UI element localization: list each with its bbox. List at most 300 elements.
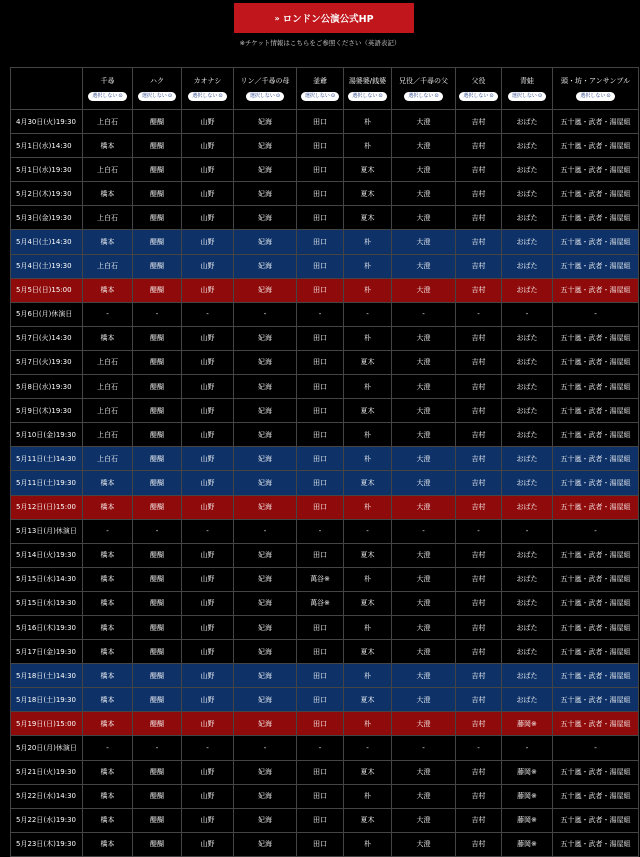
cast-cell: - <box>133 736 182 760</box>
performance-date-cell: 5月23日(木)19:30 <box>11 832 83 856</box>
cast-cell: 醍醐 <box>133 326 182 350</box>
cast-cell: 夏木 <box>344 591 392 615</box>
cast-cell: - <box>234 519 297 543</box>
table-row <box>11 350 639 374</box>
table-row <box>11 254 639 278</box>
cast-cell: 山野 <box>182 712 234 736</box>
cast-cell: 山野 <box>182 182 234 206</box>
cast-cell: 五十嵐・武者・湯屋組 <box>553 278 639 302</box>
cast-cell: 田口 <box>297 471 344 495</box>
cast-cell: 妃海 <box>234 182 297 206</box>
cast-cell: 藤岡※ <box>502 760 553 784</box>
cast-filter-select[interactable] <box>404 92 442 101</box>
cast-cell: 大澄 <box>392 134 456 158</box>
cast-filter-select[interactable] <box>459 92 497 101</box>
cast-cell: 妃海 <box>234 423 297 447</box>
cast-cell: 山野 <box>182 471 234 495</box>
cast-cell: 五十嵐・武者・湯屋組 <box>553 832 639 856</box>
cast-cell: 田口 <box>297 495 344 519</box>
cast-cell: 吉村 <box>456 326 502 350</box>
performance-date-cell: 5月9日(木)19:30 <box>11 399 83 423</box>
cast-cell: 田口 <box>297 350 344 374</box>
performance-date-cell: 5月21日(火)19:30 <box>11 760 83 784</box>
cast-cell: 五十嵐・武者・湯屋組 <box>553 375 639 399</box>
cast-cell: - <box>392 302 456 326</box>
chevron-down-icon: ⊙ <box>218 93 223 99</box>
chevron-down-icon: ⊙ <box>275 93 281 99</box>
chevron-down-icon: ⊙ <box>537 93 543 99</box>
performance-date-cell: 5月22日(水)19:30 <box>11 808 83 832</box>
chevron-down-icon: ⊙ <box>378 93 383 99</box>
cast-cell: 田口 <box>297 278 344 302</box>
column-header-label: 湯婆婆/銭婆 <box>348 77 387 85</box>
cast-cell: 吉村 <box>456 134 502 158</box>
table-row <box>11 278 639 302</box>
cast-cell: 夏木 <box>344 158 392 182</box>
column-header <box>344 68 392 110</box>
cast-cell: 妃海 <box>234 664 297 688</box>
filter-label: 選択しない <box>92 93 118 99</box>
cast-cell: 山野 <box>182 567 234 591</box>
cast-cell: 吉村 <box>456 832 502 856</box>
cast-cell: 橋本 <box>83 591 133 615</box>
cast-filter-select[interactable] <box>348 92 386 101</box>
cast-cell: 山野 <box>182 495 234 519</box>
performance-date-cell: 5月19日(日)15:00 <box>11 712 83 736</box>
cast-cell: 吉村 <box>456 640 502 664</box>
cast-cell: 五十嵐・武者・湯屋組 <box>553 110 639 134</box>
cast-cell: 妃海 <box>234 495 297 519</box>
performance-date-cell: 5月4日(土)19:30 <box>11 254 83 278</box>
cast-cell: - <box>297 302 344 326</box>
cast-cell: 大澄 <box>392 712 456 736</box>
chevron-down-icon: ⊙ <box>167 93 173 99</box>
performance-date-cell: 5月16日(木)19:30 <box>11 615 83 639</box>
performance-date-cell: 5月14日(火)19:30 <box>11 543 83 567</box>
filter-label: 選択しない <box>249 93 275 99</box>
table-row <box>11 399 639 423</box>
cast-cell: 五十嵐・武者・湯屋組 <box>553 543 639 567</box>
cast-cell: 大澄 <box>392 326 456 350</box>
cast-cell: 山野 <box>182 134 234 158</box>
cast-cell: 山野 <box>182 447 234 471</box>
cast-cell: 五十嵐・武者・湯屋組 <box>553 591 639 615</box>
cast-cell: 醍醐 <box>133 399 182 423</box>
cast-cell: 醍醐 <box>133 350 182 374</box>
cast-cell: 萬谷※ <box>297 567 344 591</box>
cast-cell: - <box>456 736 502 760</box>
cast-cell: 五十嵐・武者・湯屋組 <box>553 134 639 158</box>
filter-label: 選択しない <box>463 93 489 99</box>
cast-cell: 上白石 <box>83 110 133 134</box>
cast-cell: 山野 <box>182 375 234 399</box>
cast-cell: 妃海 <box>234 471 297 495</box>
cast-cell: - <box>456 519 502 543</box>
cast-cell: 藤岡※ <box>502 832 553 856</box>
cast-cell: 妃海 <box>234 350 297 374</box>
cast-cell: 山野 <box>182 832 234 856</box>
cast-cell: 大澄 <box>392 254 456 278</box>
cast-cell: 山野 <box>182 664 234 688</box>
cast-cell: 吉村 <box>456 784 502 808</box>
cast-cell: 吉村 <box>456 110 502 134</box>
table-row <box>11 134 639 158</box>
performance-date-cell: 5月5日(日)15:00 <box>11 278 83 302</box>
cast-cell: 妃海 <box>234 832 297 856</box>
filter-label: 選択しない <box>192 93 218 99</box>
cast-cell: 吉村 <box>456 158 502 182</box>
table-row <box>11 230 639 254</box>
column-header-label: リン／千尋の母 <box>240 77 290 85</box>
cast-filter-select[interactable] <box>188 92 226 101</box>
cast-cell: - <box>133 519 182 543</box>
table-row <box>11 808 639 832</box>
cast-cell: 上白石 <box>83 375 133 399</box>
cast-cell: 橋本 <box>83 567 133 591</box>
cast-cell: 夏木 <box>344 471 392 495</box>
cast-cell: 朴 <box>344 326 392 350</box>
cast-cell: 妃海 <box>234 784 297 808</box>
cast-cell: おばた <box>502 664 553 688</box>
performance-date-cell: 5月4日(土)14:30 <box>11 230 83 254</box>
cast-cell: おばた <box>502 326 553 350</box>
cast-cell: - <box>297 736 344 760</box>
cast-cell: 朴 <box>344 832 392 856</box>
filter-label: 選択しない <box>408 93 434 99</box>
table-row <box>11 519 639 543</box>
cast-cell: おばた <box>502 350 553 374</box>
column-header-label: 千尋 <box>100 77 115 85</box>
cast-cell: 山野 <box>182 640 234 664</box>
cast-cell: おばた <box>502 375 553 399</box>
cast-cell: 田口 <box>297 543 344 567</box>
cast-cell: 山野 <box>182 543 234 567</box>
table-row <box>11 206 639 230</box>
cast-cell: 田口 <box>297 134 344 158</box>
filter-label: 選択しない <box>352 93 378 99</box>
cast-cell: おばた <box>502 423 553 447</box>
cast-cell: 田口 <box>297 230 344 254</box>
cast-cell: 田口 <box>297 832 344 856</box>
column-header <box>234 68 297 110</box>
table-row <box>11 447 639 471</box>
table-row <box>11 302 639 326</box>
column-header <box>502 68 553 110</box>
cast-cell: 醍醐 <box>133 640 182 664</box>
cast-cell: 五十嵐・武者・湯屋組 <box>553 158 639 182</box>
cast-filter-select[interactable] <box>138 92 176 101</box>
cast-cell: 吉村 <box>456 543 502 567</box>
table-row <box>11 567 639 591</box>
cast-cell: 山野 <box>182 808 234 832</box>
cast-cell: 五十嵐・武者・湯屋組 <box>553 567 639 591</box>
cast-cell: 五十嵐・武者・湯屋組 <box>553 808 639 832</box>
performance-date-cell: 5月1日(水)14:30 <box>11 134 83 158</box>
cast-cell: おばた <box>502 543 553 567</box>
cast-cell: 妃海 <box>234 447 297 471</box>
cast-cell: 橋本 <box>83 278 133 302</box>
cast-cell: 五十嵐・武者・湯屋組 <box>553 206 639 230</box>
cast-cell: 橋本 <box>83 182 133 206</box>
cast-cell: 吉村 <box>456 447 502 471</box>
column-header-label: カオナシ <box>193 77 222 85</box>
cast-cell: 山野 <box>182 254 234 278</box>
cast-cell: 田口 <box>297 254 344 278</box>
cast-cell: 夏木 <box>344 182 392 206</box>
filter-label: 選択しない <box>580 93 606 99</box>
cast-cell: 上白石 <box>83 399 133 423</box>
cast-cell: 夏木 <box>344 760 392 784</box>
column-header <box>133 68 182 110</box>
cast-cell: 大澄 <box>392 158 456 182</box>
cast-cell: 朴 <box>344 423 392 447</box>
cast-cell: 橋本 <box>83 230 133 254</box>
cast-cell: おばた <box>502 399 553 423</box>
cast-filter-select[interactable] <box>246 92 284 101</box>
cast-cell: 吉村 <box>456 615 502 639</box>
cast-cell: 醍醐 <box>133 230 182 254</box>
table-row <box>11 712 639 736</box>
cast-cell: 山野 <box>182 110 234 134</box>
cast-cell: 田口 <box>297 399 344 423</box>
cast-cell: 五十嵐・武者・湯屋組 <box>553 760 639 784</box>
column-header-label: ハク <box>150 77 164 85</box>
cast-cell: 橋本 <box>83 615 133 639</box>
cast-cell: 妃海 <box>234 399 297 423</box>
performance-date-cell: 5月6日(月)休演日 <box>11 302 83 326</box>
cast-cell: 吉村 <box>456 375 502 399</box>
cast-cell: 大澄 <box>392 615 456 639</box>
cast-filter-select[interactable] <box>576 92 614 101</box>
table-row <box>11 375 639 399</box>
cast-cell: 田口 <box>297 784 344 808</box>
cast-cell: 大澄 <box>392 206 456 230</box>
cast-cell: 妃海 <box>234 278 297 302</box>
cast-cell: おばた <box>502 688 553 712</box>
cast-cell: 上白石 <box>83 254 133 278</box>
schedule-body <box>11 110 639 857</box>
cast-cell: 醍醐 <box>133 110 182 134</box>
cast-cell: - <box>344 302 392 326</box>
cast-cell: 醍醐 <box>133 712 182 736</box>
cast-filter-select[interactable] <box>301 92 339 101</box>
cast-cell: 藤岡※ <box>502 808 553 832</box>
table-row <box>11 688 639 712</box>
cast-cell: 妃海 <box>234 688 297 712</box>
cast-cell: 妃海 <box>234 134 297 158</box>
cast-cell: 吉村 <box>456 254 502 278</box>
cast-cell: 五十嵐・武者・湯屋組 <box>553 230 639 254</box>
table-row <box>11 784 639 808</box>
column-header-label: 兄役／千尋の父 <box>399 77 448 85</box>
cast-cell: 橋本 <box>83 134 133 158</box>
cast-cell: 妃海 <box>234 567 297 591</box>
cast-cell: 醍醐 <box>133 664 182 688</box>
cast-cell: おばた <box>502 495 553 519</box>
cast-cell: 五十嵐・武者・湯屋組 <box>553 447 639 471</box>
cast-cell: 大澄 <box>392 230 456 254</box>
cast-cell: 妃海 <box>234 375 297 399</box>
cast-cell: 山野 <box>182 688 234 712</box>
cast-cell: 大澄 <box>392 567 456 591</box>
cast-cell: 醍醐 <box>133 808 182 832</box>
cast-cell: 大澄 <box>392 688 456 712</box>
cast-cell: 醍醐 <box>133 471 182 495</box>
cast-cell: - <box>502 736 553 760</box>
cast-cell: 橋本 <box>83 688 133 712</box>
cast-cell: 五十嵐・武者・湯屋組 <box>553 495 639 519</box>
cast-cell: おばた <box>502 206 553 230</box>
cast-cell: 朴 <box>344 134 392 158</box>
table-row <box>11 591 639 615</box>
london-official-hp-button[interactable] <box>234 3 414 33</box>
cast-cell: 醍醐 <box>133 278 182 302</box>
column-header-label: 青蛙 <box>520 77 534 85</box>
cast-cell: 妃海 <box>234 158 297 182</box>
table-row <box>11 736 639 760</box>
cast-cell: 吉村 <box>456 278 502 302</box>
cast-cell: 醍醐 <box>133 543 182 567</box>
cast-cell: 吉村 <box>456 471 502 495</box>
cast-cell: 醍醐 <box>133 423 182 447</box>
cast-cell: 田口 <box>297 182 344 206</box>
cast-cell: 夏木 <box>344 399 392 423</box>
cast-cell: 夏木 <box>344 206 392 230</box>
cast-cell: - <box>83 302 133 326</box>
cast-cell: 五十嵐・武者・湯屋組 <box>553 350 639 374</box>
cast-cell: - <box>182 519 234 543</box>
cast-cell: 山野 <box>182 423 234 447</box>
cast-cell: 大澄 <box>392 760 456 784</box>
header-row <box>11 68 639 110</box>
cast-cell: 田口 <box>297 712 344 736</box>
cast-cell: 夏木 <box>344 350 392 374</box>
performance-date-cell: 5月1日(水)19:30 <box>11 158 83 182</box>
column-header-label: 父役 <box>471 77 486 85</box>
cast-cell: 吉村 <box>456 712 502 736</box>
cast-cell: おばた <box>502 615 553 639</box>
cast-cell: - <box>502 302 553 326</box>
performance-date-cell: 5月11日(土)14:30 <box>11 447 83 471</box>
cast-cell: 妃海 <box>234 808 297 832</box>
cast-cell: 醍醐 <box>133 375 182 399</box>
cast-cell: おばた <box>502 230 553 254</box>
performance-date-cell: 5月15日(水)14:30 <box>11 567 83 591</box>
chevron-down-icon: ⊙ <box>606 93 611 99</box>
cast-cell: - <box>553 736 639 760</box>
cast-cell: 山野 <box>182 206 234 230</box>
cast-cell: 大澄 <box>392 495 456 519</box>
cast-cell: おばた <box>502 591 553 615</box>
cast-cell: 朴 <box>344 110 392 134</box>
cast-cell: 田口 <box>297 615 344 639</box>
cast-cell: - <box>182 302 234 326</box>
cast-cell: 大澄 <box>392 423 456 447</box>
table-row <box>11 664 639 688</box>
cast-cell: 橋本 <box>83 784 133 808</box>
cast-cell: 五十嵐・武者・湯屋組 <box>553 640 639 664</box>
cast-cell: 妃海 <box>234 254 297 278</box>
cast-filter-select[interactable] <box>508 92 546 101</box>
filter-label: 選択しない <box>141 93 167 99</box>
cast-cell: おばた <box>502 134 553 158</box>
cast-cell: 夏木 <box>344 688 392 712</box>
cast-filter-select[interactable] <box>88 92 126 101</box>
cast-cell: 五十嵐・武者・湯屋組 <box>553 399 639 423</box>
performance-date-cell: 5月7日(火)19:30 <box>11 350 83 374</box>
cast-cell: 田口 <box>297 447 344 471</box>
performance-date-cell: 5月18日(土)19:30 <box>11 688 83 712</box>
table-row <box>11 640 639 664</box>
cast-cell: - <box>456 302 502 326</box>
cast-cell: 妃海 <box>234 206 297 230</box>
column-header-label: 頭・坊・アンサンブル <box>560 77 631 85</box>
cast-cell: 醍醐 <box>133 591 182 615</box>
table-row <box>11 110 639 134</box>
cast-cell: 夏木 <box>344 640 392 664</box>
cast-cell: 田口 <box>297 206 344 230</box>
cast-cell: 五十嵐・武者・湯屋組 <box>553 688 639 712</box>
cast-cell: 朴 <box>344 664 392 688</box>
cast-cell: 吉村 <box>456 808 502 832</box>
performance-date-cell: 5月15日(水)19:30 <box>11 591 83 615</box>
cast-cell: 醍醐 <box>133 832 182 856</box>
cast-cell: 五十嵐・武者・湯屋組 <box>553 784 639 808</box>
cast-cell: 橋本 <box>83 712 133 736</box>
cast-cell: 五十嵐・武者・湯屋組 <box>553 326 639 350</box>
cast-cell: 橋本 <box>83 760 133 784</box>
cast-cell: 五十嵐・武者・湯屋組 <box>553 615 639 639</box>
column-header <box>553 68 639 110</box>
cast-cell: - <box>392 736 456 760</box>
cast-cell: 山野 <box>182 350 234 374</box>
cast-cell: 朴 <box>344 447 392 471</box>
cast-cell: 田口 <box>297 808 344 832</box>
cast-cell: 大澄 <box>392 375 456 399</box>
cast-cell: 妃海 <box>234 591 297 615</box>
cast-cell: 朴 <box>344 375 392 399</box>
cast-cell: 醍醐 <box>133 254 182 278</box>
cast-cell: 妃海 <box>234 615 297 639</box>
cast-cell: 醍醐 <box>133 134 182 158</box>
cast-cell: - <box>344 519 392 543</box>
cast-cell: 五十嵐・武者・湯屋組 <box>553 712 639 736</box>
cast-cell: 山野 <box>182 278 234 302</box>
cast-cell: 五十嵐・武者・湯屋組 <box>553 471 639 495</box>
cast-cell: 夏木 <box>344 543 392 567</box>
ticket-info-note: ※チケット情報はこちらをご参照ください（英語表記） <box>239 39 401 47</box>
cast-cell: おばた <box>502 447 553 471</box>
cast-cell: 醍醐 <box>133 784 182 808</box>
cast-cell: - <box>182 736 234 760</box>
cast-cell: 妃海 <box>234 640 297 664</box>
performance-date-cell: 5月12日(日)15:00 <box>11 495 83 519</box>
table-row <box>11 423 639 447</box>
cast-cell: 朴 <box>344 712 392 736</box>
table-row <box>11 471 639 495</box>
cast-cell: 妃海 <box>234 712 297 736</box>
cast-cell: おばた <box>502 471 553 495</box>
cast-cell: 五十嵐・武者・湯屋組 <box>553 182 639 206</box>
cast-cell: 妃海 <box>234 543 297 567</box>
column-header <box>83 68 133 110</box>
cast-cell: 田口 <box>297 664 344 688</box>
cast-cell: 上白石 <box>83 206 133 230</box>
chevron-down-icon: ⊙ <box>330 93 336 99</box>
cast-cell: - <box>83 519 133 543</box>
cast-cell: 山野 <box>182 591 234 615</box>
cast-cell: 朴 <box>344 254 392 278</box>
